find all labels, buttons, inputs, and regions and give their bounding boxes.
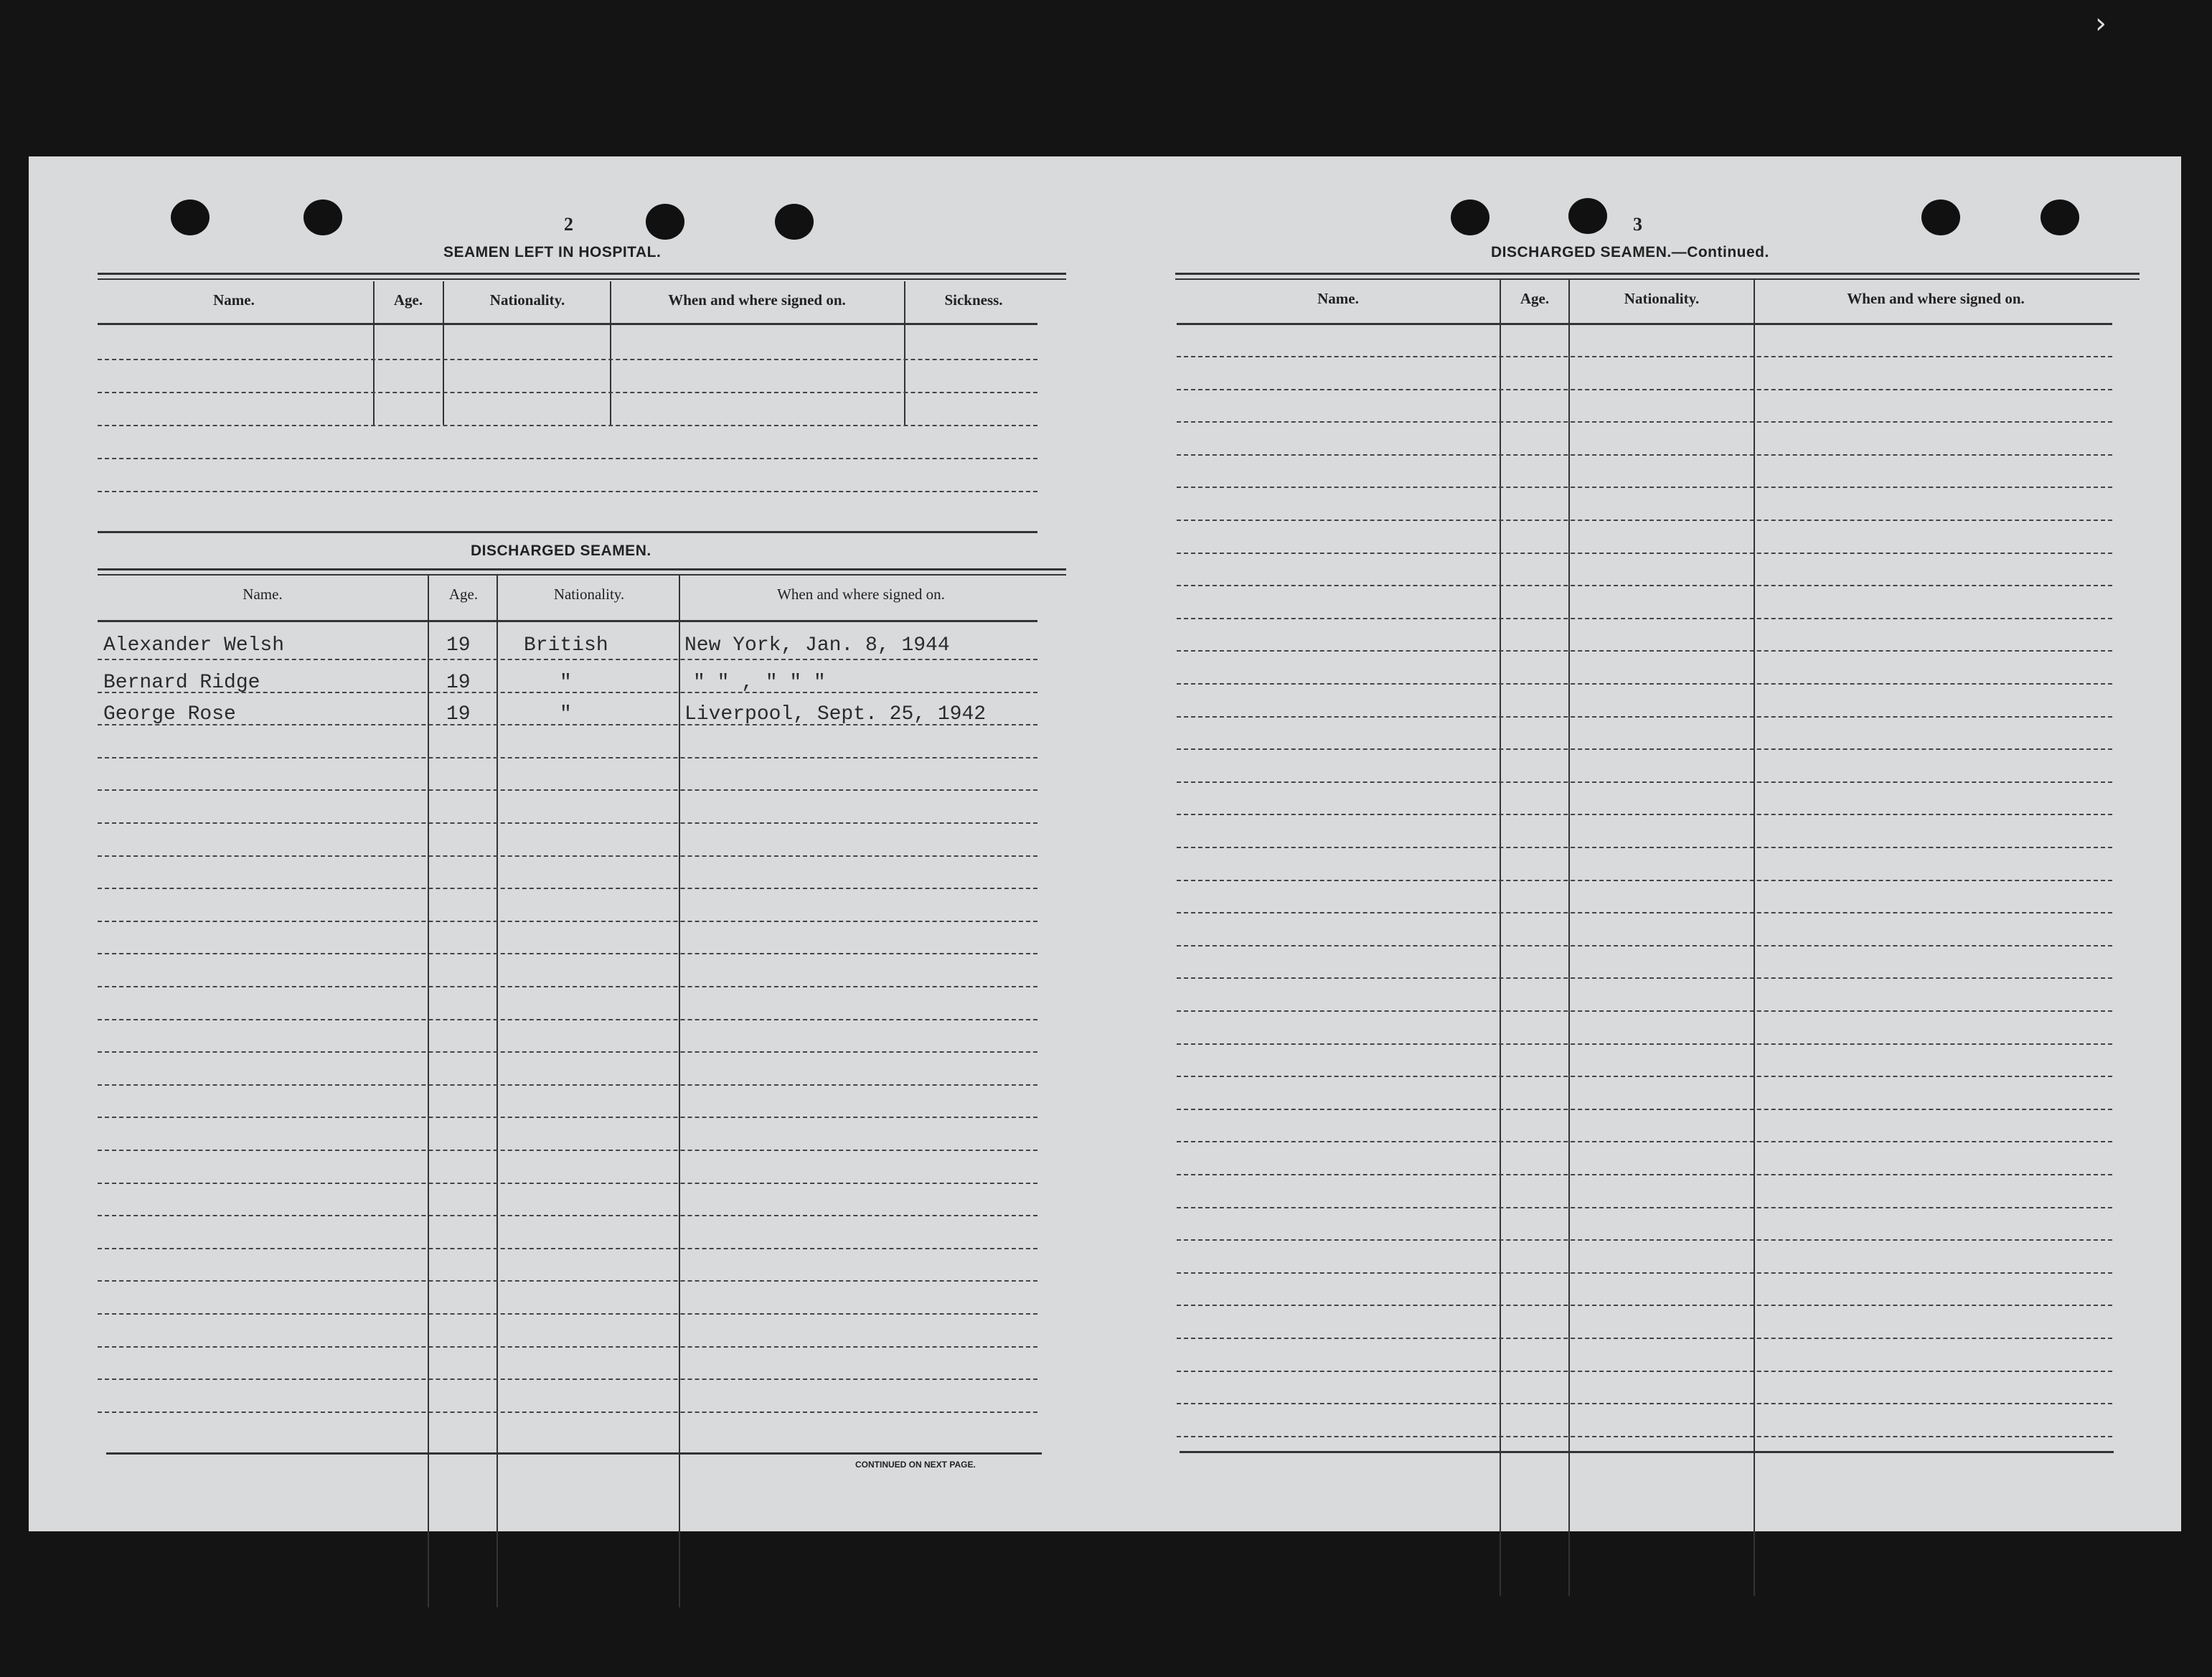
row-line [1177, 553, 2112, 554]
discharged-name: Alexander Welsh [103, 634, 285, 657]
hospital-col-age: Age. [393, 291, 423, 309]
hospital-row-line [98, 491, 1037, 492]
row-line [1177, 618, 2112, 619]
hospital-col-divider [904, 281, 905, 425]
hospital-row-line [98, 359, 1037, 360]
page-number-left: 2 [564, 214, 573, 235]
row-line [1177, 880, 2112, 881]
row-line [1177, 356, 2112, 357]
row-line [98, 1215, 1037, 1216]
row-line [98, 1313, 1037, 1315]
right-col-divider [1754, 280, 1755, 1596]
row-line [98, 1183, 1037, 1184]
document-sheet [29, 156, 2181, 1531]
discharged-nationality: " [560, 672, 572, 694]
discharged-signed-on: " " , " " " [693, 672, 826, 694]
punch-hole [775, 204, 814, 240]
row-line [98, 1378, 1037, 1380]
hospital-bottom-rule [98, 531, 1037, 533]
discharged-signed-on: New York, Jan. 8, 1944 [684, 634, 950, 657]
row-line [98, 1117, 1037, 1118]
discharged-age: 19 [446, 672, 471, 694]
row-line [1177, 683, 2112, 685]
punch-hole [1451, 199, 1489, 235]
row-line [1177, 389, 2112, 390]
row-line [1177, 1207, 2112, 1208]
right-header-rule [1177, 323, 2112, 325]
discharged-name: George Rose [103, 703, 236, 725]
row-line [1177, 748, 2112, 750]
row-line [98, 1150, 1037, 1151]
row-line [1177, 814, 2112, 815]
row-line [1177, 1239, 2112, 1241]
row-line [98, 692, 1037, 693]
row-line [1177, 781, 2112, 783]
discharged-nationality: British [524, 634, 608, 657]
row-line [98, 986, 1037, 987]
hospital-header-rule [98, 323, 1037, 325]
discharged-section-title: DISCHARGED SEAMEN. [471, 542, 651, 559]
hospital-col-signed-on: When and where signed on. [668, 291, 846, 309]
row-line [1177, 1076, 2112, 1077]
hospital-col-divider [443, 281, 444, 425]
row-line [1177, 1174, 2112, 1175]
hospital-row-line [98, 392, 1037, 393]
right-col-divider [1500, 280, 1501, 1596]
row-line [98, 1346, 1037, 1348]
continued-note: CONTINUED ON NEXT PAGE. [855, 1460, 976, 1470]
punch-hole [2041, 199, 2079, 235]
row-line [1177, 1403, 2112, 1404]
hospital-col-divider [610, 281, 611, 425]
hospital-col-name: Name. [213, 291, 255, 309]
discharged-header-rule [98, 620, 1037, 622]
row-line [1177, 1010, 2112, 1012]
row-line [98, 953, 1037, 954]
row-line [1177, 945, 2112, 946]
punch-hole [1568, 198, 1607, 234]
right-bottom-rule [1180, 1451, 2114, 1453]
page-number-right: 3 [1633, 214, 1642, 235]
punch-hole [646, 204, 684, 240]
row-line [1177, 454, 2112, 456]
row-line [1177, 1371, 2112, 1372]
row-line [1177, 1109, 2112, 1110]
hospital-section-title: SEAMEN LEFT IN HOSPITAL. [443, 244, 662, 260]
discharged-name: Bernard Ridge [103, 672, 260, 694]
row-line [1177, 1305, 2112, 1306]
row-line [1177, 977, 2112, 979]
row-line [1177, 1272, 2112, 1274]
row-line [98, 1280, 1037, 1282]
discharged-top-rule [98, 568, 1066, 576]
row-line [98, 1019, 1037, 1020]
row-line [98, 789, 1037, 791]
row-line [98, 921, 1037, 922]
discharged-nationality: " [560, 703, 572, 725]
right-section-title: DISCHARGED SEAMEN.—Continued. [1491, 244, 1769, 260]
discharged-age: 19 [446, 634, 471, 657]
row-line [98, 1411, 1037, 1413]
row-line [1177, 912, 2112, 913]
hospital-col-sickness: Sickness. [944, 291, 1003, 309]
punch-hole [171, 199, 210, 235]
row-line [1177, 487, 2112, 488]
row-line [1177, 650, 2112, 652]
discharged-col-age: Age. [448, 586, 479, 603]
hospital-col-nationality: Nationality. [489, 291, 565, 309]
row-line [1177, 1436, 2112, 1437]
row-line [98, 888, 1037, 889]
discharged-col-signed-on: When and where signed on. [777, 586, 945, 603]
punch-hole [1921, 199, 1960, 235]
row-line [98, 1248, 1037, 1249]
hospital-col-divider [373, 281, 375, 425]
row-line [1177, 585, 2112, 586]
left-bottom-rule [106, 1452, 1042, 1455]
hospital-row-line [98, 458, 1037, 459]
right-col-divider [1568, 280, 1570, 1596]
row-line [1177, 716, 2112, 718]
row-line [98, 1051, 1037, 1053]
right-col-age: Age. [1520, 290, 1550, 307]
discharged-signed-on: Liverpool, Sept. 25, 1942 [684, 703, 987, 725]
row-line [98, 757, 1037, 758]
right-top-rule [1175, 273, 2140, 280]
hospital-row-line [98, 425, 1037, 426]
right-col-name: Name. [1317, 290, 1359, 307]
row-line [1177, 1043, 2112, 1045]
discharged-age: 19 [446, 703, 471, 725]
row-line [1177, 1141, 2112, 1142]
punch-hole [303, 199, 342, 235]
row-line [98, 659, 1037, 660]
row-line [98, 822, 1037, 824]
row-line [1177, 847, 2112, 848]
row-line [1177, 1338, 2112, 1339]
right-col-nationality: Nationality. [1624, 290, 1700, 307]
hospital-top-rule [98, 273, 1066, 280]
row-line [98, 724, 1037, 725]
corner-mark: › [2095, 7, 2107, 40]
row-line [98, 1084, 1037, 1086]
row-line [1177, 421, 2112, 423]
discharged-col-name: Name. [243, 586, 283, 603]
row-line [98, 855, 1037, 857]
row-line [1177, 520, 2112, 521]
right-col-signed-on: When and where signed on. [1847, 290, 2025, 307]
discharged-col-nationality: Nationality. [553, 586, 625, 603]
